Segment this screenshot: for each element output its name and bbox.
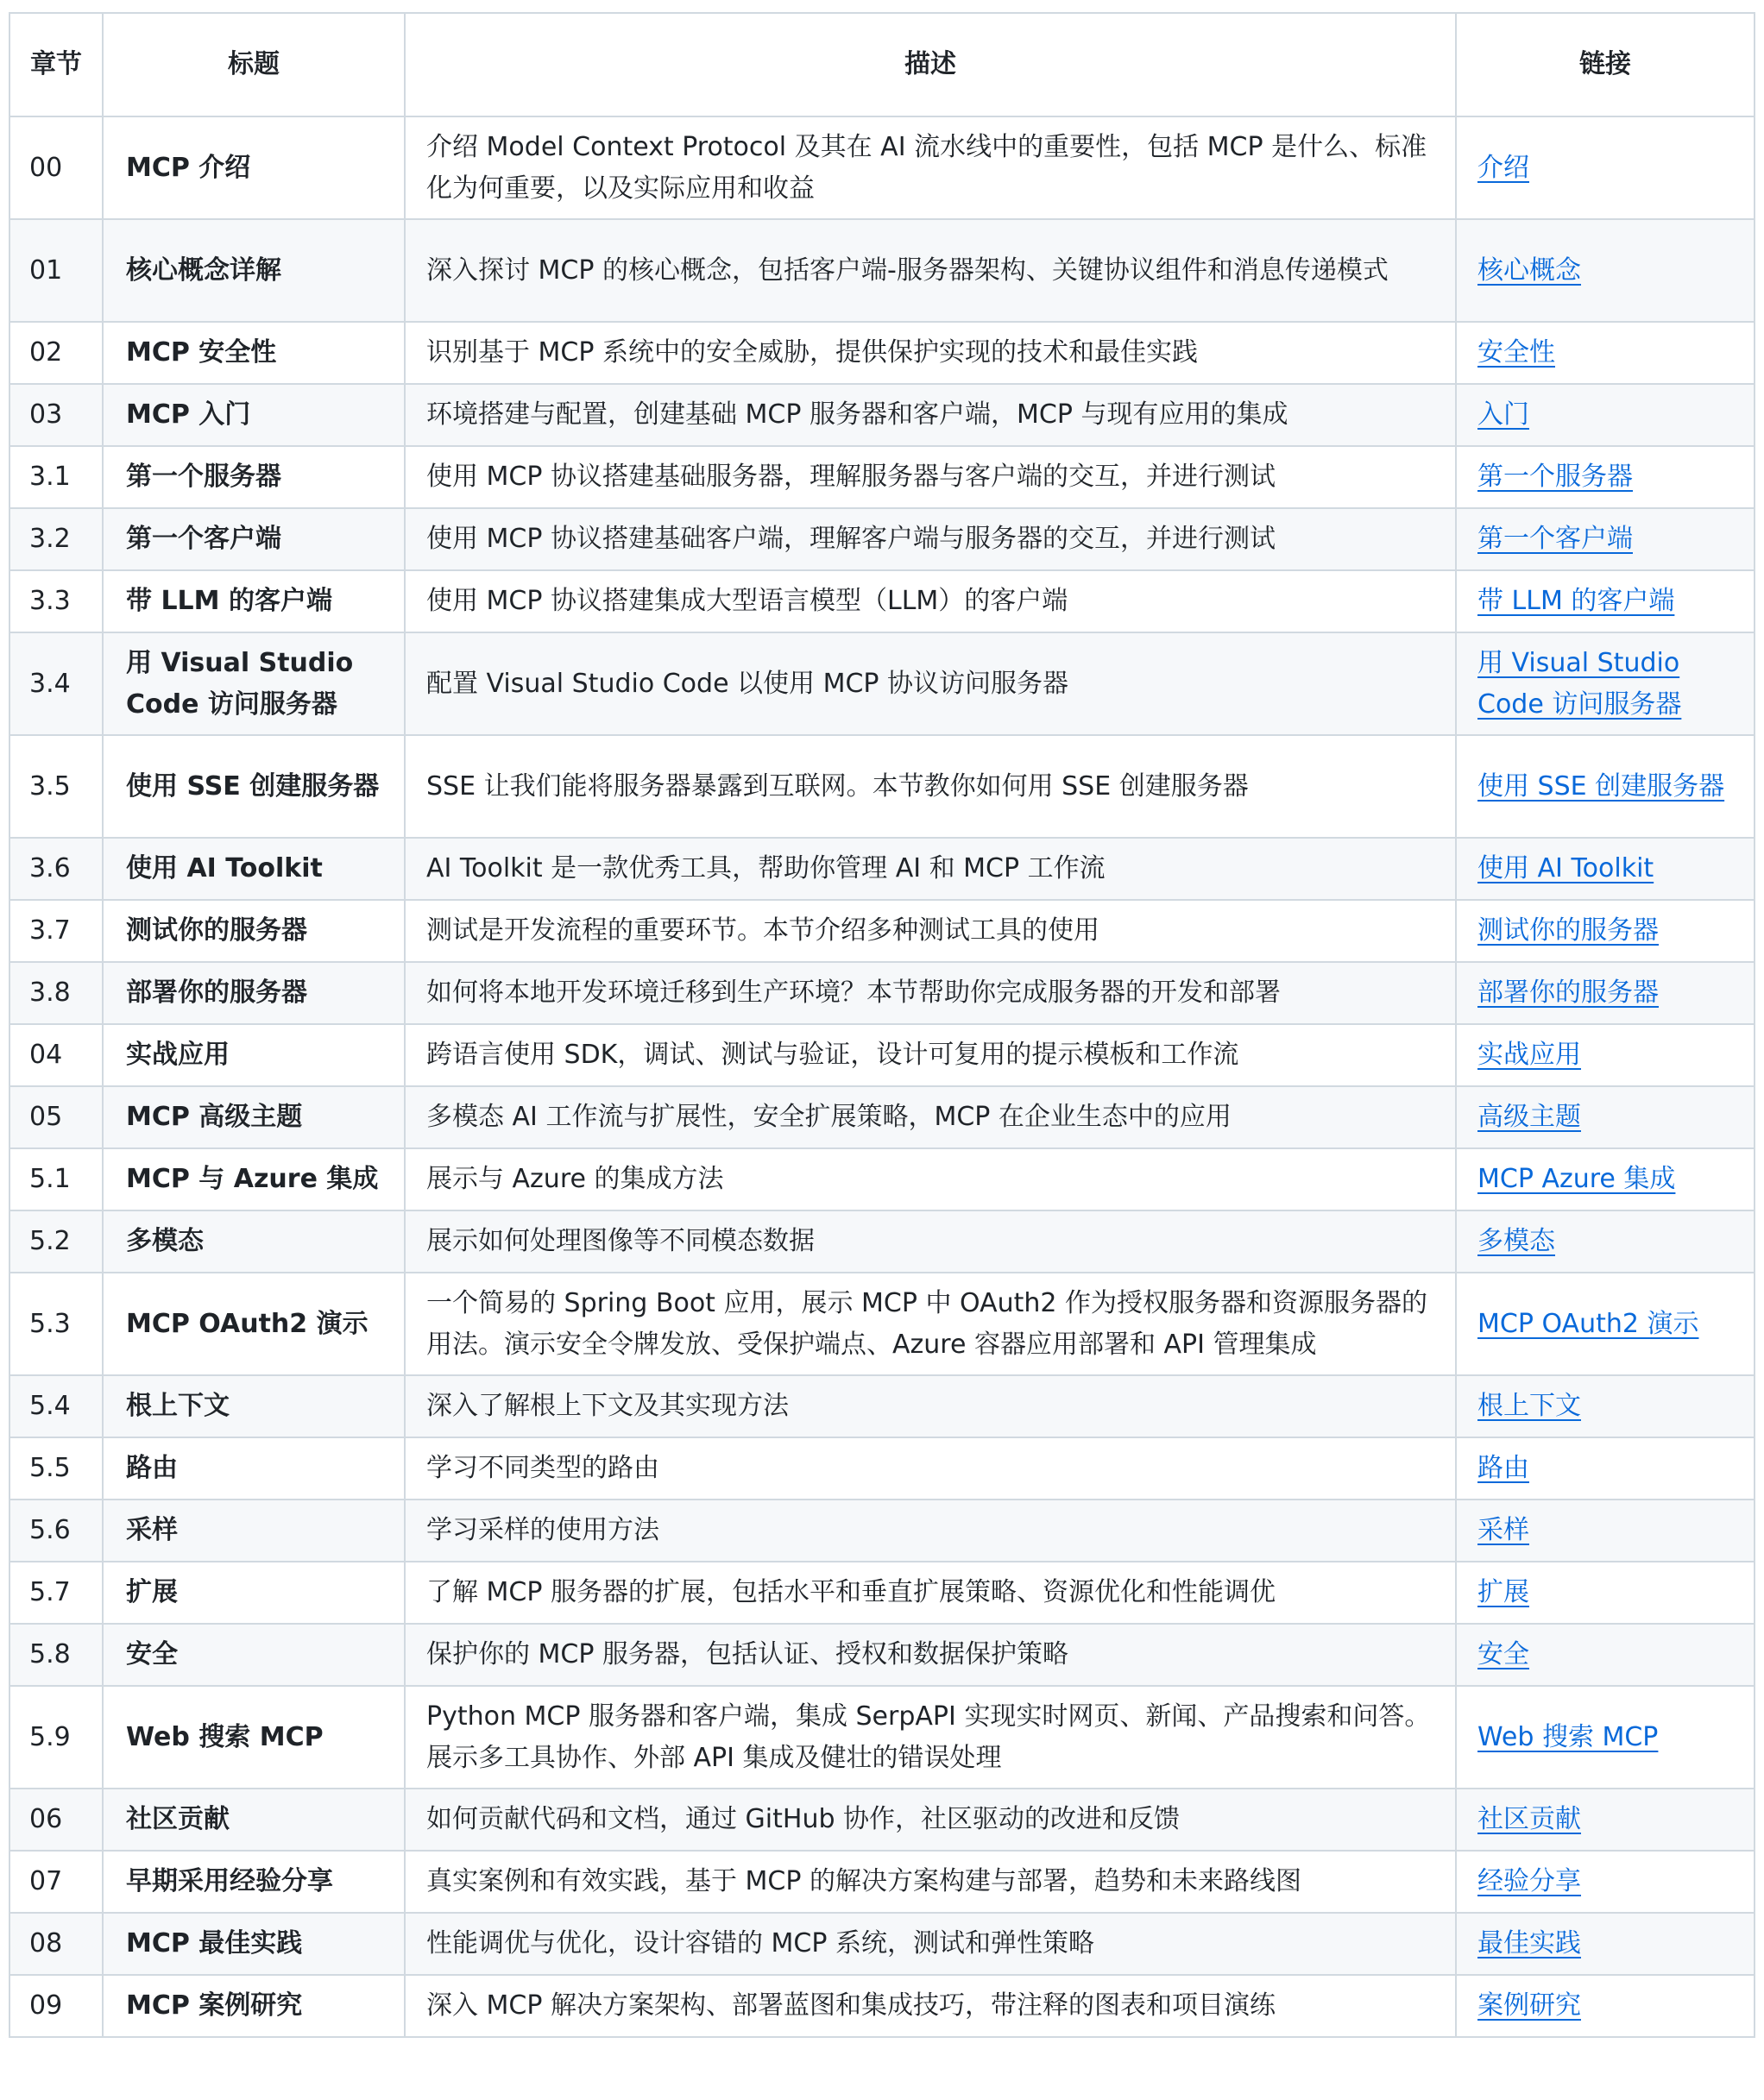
- chapter-number-cell: 08: [9, 1913, 103, 1975]
- chapter-description-cell: 性能调优与优化，设计容错的 MCP 系统，测试和弹性策略: [405, 1913, 1456, 1975]
- chapter-number-cell: 01: [9, 219, 103, 322]
- chapter-link[interactable]: MCP Azure 集成: [1477, 1164, 1676, 1194]
- chapter-link[interactable]: 第一个客户端: [1477, 524, 1633, 554]
- chapter-number-cell: 3.3: [9, 570, 103, 632]
- chapter-link[interactable]: 高级主题: [1477, 1102, 1581, 1132]
- chapter-link[interactable]: 采样: [1477, 1515, 1529, 1545]
- chapter-description-cell: 学习不同类型的路由: [405, 1437, 1456, 1500]
- chapter-number-cell: 5.4: [9, 1375, 103, 1437]
- chapter-title-cell: MCP 与 Azure 集成: [103, 1148, 405, 1210]
- table-row: [9, 1789, 1755, 1851]
- chapter-title-cell: 第一个服务器: [103, 446, 405, 508]
- chapter-link-cell: [1456, 838, 1755, 900]
- table-row: [9, 1375, 1755, 1437]
- chapter-link-cell: [1456, 1624, 1755, 1686]
- chapter-number-cell: 02: [9, 322, 103, 384]
- chapter-title-cell: 用 Visual Studio Code 访问服务器: [103, 632, 405, 735]
- chapter-number-cell: 09: [9, 1975, 103, 2037]
- chapter-link-cell: [1456, 1148, 1755, 1210]
- chapter-number-cell: 07: [9, 1851, 103, 1913]
- table-row: [9, 570, 1755, 632]
- chapter-link-cell: [1456, 116, 1755, 219]
- curriculum-table: [9, 12, 1755, 2038]
- chapter-link[interactable]: 案例研究: [1477, 1990, 1581, 2021]
- chapter-link[interactable]: 经验分享: [1477, 1866, 1581, 1896]
- table-row: [9, 219, 1755, 322]
- table-body: [9, 116, 1755, 2037]
- chapter-link[interactable]: 入门: [1477, 399, 1529, 430]
- chapter-link[interactable]: 介绍: [1477, 152, 1529, 183]
- chapter-link[interactable]: MCP OAuth2 演示: [1477, 1308, 1699, 1339]
- table-row: [9, 1913, 1755, 1975]
- header-chapter: 章节: [9, 13, 103, 116]
- chapter-link[interactable]: 核心概念: [1477, 255, 1581, 286]
- chapter-number-cell: 5.7: [9, 1562, 103, 1624]
- chapter-link-cell: [1456, 1562, 1755, 1624]
- table-row: [9, 1437, 1755, 1500]
- table-row: [9, 1148, 1755, 1210]
- chapter-description-cell: 保护你的 MCP 服务器，包括认证、授权和数据保护策略: [405, 1624, 1456, 1686]
- chapter-description-cell: 了解 MCP 服务器的扩展，包括水平和垂直扩展策略、资源优化和性能调优: [405, 1562, 1456, 1624]
- chapter-link-cell: [1456, 900, 1755, 962]
- chapter-link[interactable]: 根上下文: [1477, 1391, 1581, 1421]
- chapter-description-cell: 测试是开发流程的重要环节。本节介绍多种测试工具的使用: [405, 900, 1456, 962]
- header-row: [9, 13, 1755, 116]
- chapter-description-cell: 识别基于 MCP 系统中的安全威胁，提供保护实现的技术和最佳实践: [405, 322, 1456, 384]
- chapter-link-cell: [1456, 1210, 1755, 1273]
- chapter-number-cell: 5.9: [9, 1686, 103, 1789]
- chapter-link-cell: [1456, 570, 1755, 632]
- chapter-link[interactable]: 带 LLM 的客户端: [1477, 586, 1675, 616]
- chapter-number-cell: 5.2: [9, 1210, 103, 1273]
- chapter-number-cell: 00: [9, 116, 103, 219]
- table-row: [9, 632, 1755, 735]
- chapter-link[interactable]: 第一个服务器: [1477, 462, 1633, 492]
- chapter-description-cell: 配置 Visual Studio Code 以使用 MCP 协议访问服务器: [405, 632, 1456, 735]
- chapter-link-cell: [1456, 1975, 1755, 2037]
- chapter-description-cell: 展示如何处理图像等不同模态数据: [405, 1210, 1456, 1273]
- table-row: [9, 1686, 1755, 1789]
- chapter-title-cell: 路由: [103, 1437, 405, 1500]
- chapter-title-cell: 第一个客户端: [103, 508, 405, 570]
- chapter-description-cell: 深入 MCP 解决方案架构、部署蓝图和集成技巧，带注释的图表和项目演练: [405, 1975, 1456, 2037]
- chapter-description-cell: 深入探讨 MCP 的核心概念，包括客户端-服务器架构、关键协议组件和消息传递模式: [405, 219, 1456, 322]
- chapter-link[interactable]: 多模态: [1477, 1226, 1555, 1256]
- table-row: [9, 446, 1755, 508]
- chapter-number-cell: 3.5: [9, 735, 103, 838]
- chapter-title-cell: Web 搜索 MCP: [103, 1686, 405, 1789]
- chapter-link[interactable]: 测试你的服务器: [1477, 915, 1659, 946]
- chapter-link-cell: [1456, 446, 1755, 508]
- chapter-number-cell: 05: [9, 1086, 103, 1148]
- chapter-link[interactable]: 部署你的服务器: [1477, 978, 1659, 1008]
- chapter-number-cell: 5.8: [9, 1624, 103, 1686]
- table-row: [9, 735, 1755, 838]
- chapter-link-cell: [1456, 322, 1755, 384]
- chapter-link-cell: [1456, 384, 1755, 446]
- chapter-link-cell: [1456, 1789, 1755, 1851]
- chapter-link-cell: [1456, 1500, 1755, 1562]
- chapter-number-cell: 06: [9, 1789, 103, 1851]
- chapter-number-cell: 3.7: [9, 900, 103, 962]
- chapter-title-cell: 早期采用经验分享: [103, 1851, 405, 1913]
- chapter-number-cell: 5.1: [9, 1148, 103, 1210]
- chapter-title-cell: 测试你的服务器: [103, 900, 405, 962]
- chapter-description-cell: 展示与 Azure 的集成方法: [405, 1148, 1456, 1210]
- table-row: [9, 1273, 1755, 1375]
- chapter-description-cell: 如何贡献代码和文档，通过 GitHub 协作，社区驱动的改进和反馈: [405, 1789, 1456, 1851]
- chapter-number-cell: 3.1: [9, 446, 103, 508]
- chapter-title-cell: 部署你的服务器: [103, 962, 405, 1024]
- chapter-title-cell: MCP 案例研究: [103, 1975, 405, 2037]
- table-row: [9, 1562, 1755, 1624]
- table-row: [9, 1500, 1755, 1562]
- chapter-description-cell: AI Toolkit 是一款优秀工具，帮助你管理 AI 和 MCP 工作流: [405, 838, 1456, 900]
- chapter-title-cell: 使用 AI Toolkit: [103, 838, 405, 900]
- chapter-number-cell: 5.5: [9, 1437, 103, 1500]
- chapter-title-cell: MCP 入门: [103, 384, 405, 446]
- chapter-title-cell: 根上下文: [103, 1375, 405, 1437]
- chapter-link-cell: [1456, 735, 1755, 838]
- chapter-link-cell: [1456, 1273, 1755, 1375]
- table-row: [9, 1024, 1755, 1086]
- chapter-link-cell: [1456, 1086, 1755, 1148]
- chapter-description-cell: 深入了解根上下文及其实现方法: [405, 1375, 1456, 1437]
- chapter-title-cell: 扩展: [103, 1562, 405, 1624]
- chapter-title-cell: MCP 最佳实践: [103, 1913, 405, 1975]
- chapter-description-cell: 学习采样的使用方法: [405, 1500, 1456, 1562]
- chapter-link-cell: [1456, 632, 1755, 735]
- chapter-title-cell: 安全: [103, 1624, 405, 1686]
- header-description: 描述: [405, 13, 1456, 116]
- chapter-number-cell: 04: [9, 1024, 103, 1086]
- chapter-title-cell: MCP 介绍: [103, 116, 405, 219]
- table-row: [9, 384, 1755, 446]
- chapter-number-cell: 3.2: [9, 508, 103, 570]
- table-row: [9, 1624, 1755, 1686]
- chapter-number-cell: 03: [9, 384, 103, 446]
- chapter-number-cell: 3.6: [9, 838, 103, 900]
- chapter-link[interactable]: 最佳实践: [1477, 1928, 1581, 1959]
- table-row: [9, 1851, 1755, 1913]
- chapter-description-cell: 一个简易的 Spring Boot 应用，展示 MCP 中 OAuth2 作为授权服务器和资源服务器的用法。演示安全令牌发放、受保护端点、Azure 容器应用部署和 API 管理集成: [405, 1273, 1456, 1375]
- chapter-title-cell: 带 LLM 的客户端: [103, 570, 405, 632]
- header-link: 链接: [1456, 13, 1755, 116]
- chapter-link-cell: [1456, 1024, 1755, 1086]
- chapter-link-cell: [1456, 1686, 1755, 1789]
- chapter-link[interactable]: 安全性: [1477, 337, 1555, 368]
- chapter-link[interactable]: 实战应用: [1477, 1040, 1581, 1070]
- table-row: [9, 508, 1755, 570]
- chapter-description-cell: 跨语言使用 SDK，调试、测试与验证，设计可复用的提示模板和工作流: [405, 1024, 1456, 1086]
- chapter-number-cell: 5.6: [9, 1500, 103, 1562]
- chapter-link-cell: [1456, 219, 1755, 322]
- chapter-description-cell: 使用 MCP 协议搭建基础服务器，理解服务器与客户端的交互，并进行测试: [405, 446, 1456, 508]
- chapter-link[interactable]: 社区贡献: [1477, 1804, 1581, 1834]
- chapter-title-cell: 社区贡献: [103, 1789, 405, 1851]
- chapter-link[interactable]: 路由: [1477, 1453, 1529, 1483]
- chapter-link-cell: [1456, 508, 1755, 570]
- chapter-link[interactable]: 扩展: [1477, 1577, 1529, 1607]
- chapter-link-cell: [1456, 1913, 1755, 1975]
- chapter-description-cell: Python MCP 服务器和客户端，集成 SerpAPI 实现实时网页、新闻、产品搜索和问答。展示多工具协作、外部 API 集成及健壮的错误处理: [405, 1686, 1456, 1789]
- table-row: [9, 322, 1755, 384]
- chapter-description-cell: 如何将本地开发环境迁移到生产环境？本节帮助你完成服务器的开发和部署: [405, 962, 1456, 1024]
- chapter-number-cell: 3.4: [9, 632, 103, 735]
- chapter-link-cell: [1456, 1437, 1755, 1500]
- chapter-link[interactable]: 使用 SSE 创建服务器: [1477, 770, 1725, 802]
- chapter-title-cell: 核心概念详解: [103, 219, 405, 322]
- chapter-title-cell: 使用 SSE 创建服务器: [103, 735, 405, 838]
- chapter-number-cell: 5.3: [9, 1273, 103, 1375]
- header-title: 标题: [103, 13, 405, 116]
- chapter-link-cell: [1456, 1375, 1755, 1437]
- table-row: [9, 838, 1755, 900]
- chapter-description-cell: 环境搭建与配置，创建基础 MCP 服务器和客户端，MCP 与现有应用的集成: [405, 384, 1456, 446]
- chapter-link[interactable]: Web 搜索 MCP: [1477, 1721, 1659, 1752]
- chapter-description-cell: 使用 MCP 协议搭建基础客户端，理解客户端与服务器的交互，并进行测试: [405, 508, 1456, 570]
- chapter-title-cell: MCP 高级主题: [103, 1086, 405, 1148]
- chapter-description-cell: SSE 让我们能将服务器暴露到互联网。本节教你如何用 SSE 创建服务器: [405, 735, 1456, 838]
- chapter-title-cell: MCP 安全性: [103, 322, 405, 384]
- chapter-description-cell: 真实案例和有效实践，基于 MCP 的解决方案构建与部署，趋势和未来路线图: [405, 1851, 1456, 1913]
- chapter-title-cell: 采样: [103, 1500, 405, 1562]
- chapter-description-cell: 介绍 Model Context Protocol 及其在 AI 流水线中的重要性，包括 MCP 是什么、标准化为何重要，以及实际应用和收益: [405, 116, 1456, 219]
- table-row: [9, 962, 1755, 1024]
- chapter-link-cell: [1456, 1851, 1755, 1913]
- chapter-link[interactable]: 使用 AI Toolkit: [1477, 853, 1654, 883]
- chapter-link[interactable]: 安全: [1477, 1639, 1529, 1669]
- chapter-link-cell: [1456, 962, 1755, 1024]
- chapter-title-cell: MCP OAuth2 演示: [103, 1273, 405, 1375]
- chapter-number-cell: 3.8: [9, 962, 103, 1024]
- chapter-description-cell: 使用 MCP 协议搭建集成大型语言模型（LLM）的客户端: [405, 570, 1456, 632]
- table-row: [9, 1086, 1755, 1148]
- table-row: [9, 1975, 1755, 2037]
- chapter-description-cell: 多模态 AI 工作流与扩展性，安全扩展策略，MCP 在企业生态中的应用: [405, 1086, 1456, 1148]
- table-row: [9, 900, 1755, 962]
- table-row: [9, 1210, 1755, 1273]
- table-row: [9, 116, 1755, 219]
- chapter-link[interactable]: 用 Visual Studio Code 访问服务器: [1477, 647, 1682, 720]
- chapter-title-cell: 多模态: [103, 1210, 405, 1273]
- chapter-title-cell: 实战应用: [103, 1024, 405, 1086]
